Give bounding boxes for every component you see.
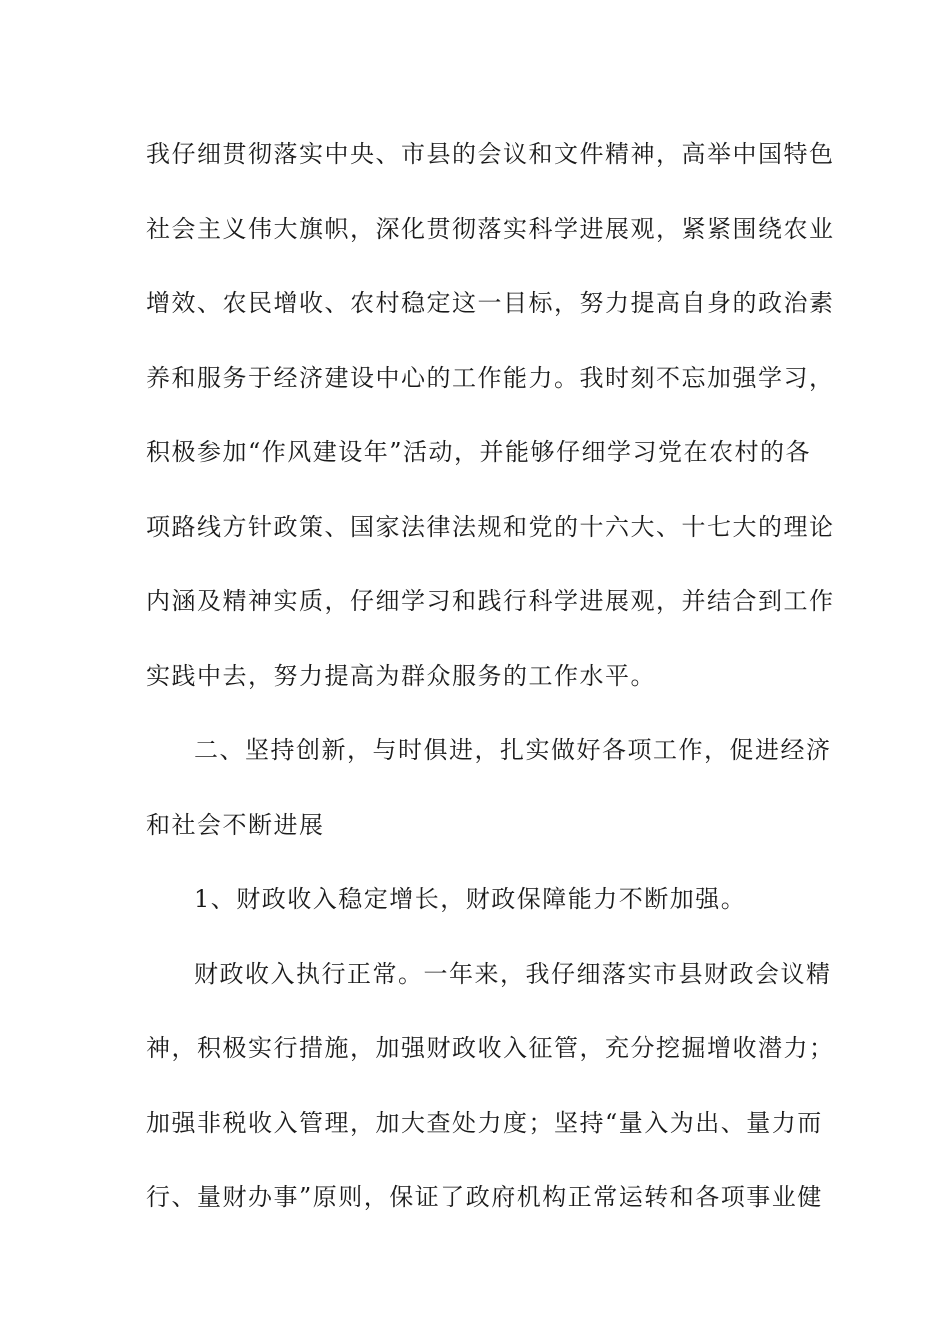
text-line-14: 加强非税收入管理，加大查处力度；坚持“量入为出、量力而 (146, 1108, 823, 1137)
text-line-4: 养和服务于经济建设中心的工作能力。我时刻不忘加强学习， (146, 363, 835, 392)
text-line-7: 内涵及精神实质，仔细学习和践行科学进展观，并结合到工作 (146, 587, 835, 615)
document-body (146, 130, 835, 1248)
text-line-12: 财政收入执行正常。一年来，我仔细落实市县财政会议精 (194, 959, 832, 988)
section-heading-2-continued: 和社会不断进展 (146, 810, 325, 839)
text-line-5: 积极参加“作风建设年”活动，并能够仔细学习党在农村的各 (146, 438, 812, 466)
section-heading-2: 二、坚持创新，与时俱进，扎实做好各项工作，促进经济 (194, 736, 832, 764)
text-line-13: 神，积极实行措施，加强财政收入征管，充分挖掘增收潜力； (146, 1034, 835, 1062)
text-line-8: 实践中去，努力提高为群众服务的工作水平。 (146, 661, 656, 690)
text-line-1: 我仔细贯彻落实中央、市县的会议和文件精神，高举中国特色 (146, 140, 835, 168)
text-line-2: 社会主义伟大旗帜，深化贯彻落实科学进展观，紧紧围绕农业 (146, 214, 835, 243)
text-line-15: 行、量财办事”原则，保证了政府机构正常运转和各项事业健 (146, 1183, 823, 1211)
text-line-3: 增效、农民增收、农村稳定这一目标，努力提高自身的政治素 (146, 289, 835, 317)
text-line-6: 项路线方针政策、国家法律法规和党的十六大、十七大的理论 (146, 512, 835, 541)
subsection-heading-1: 1、财政收入稳定增长，财政保障能力不断加强。 (194, 885, 747, 913)
